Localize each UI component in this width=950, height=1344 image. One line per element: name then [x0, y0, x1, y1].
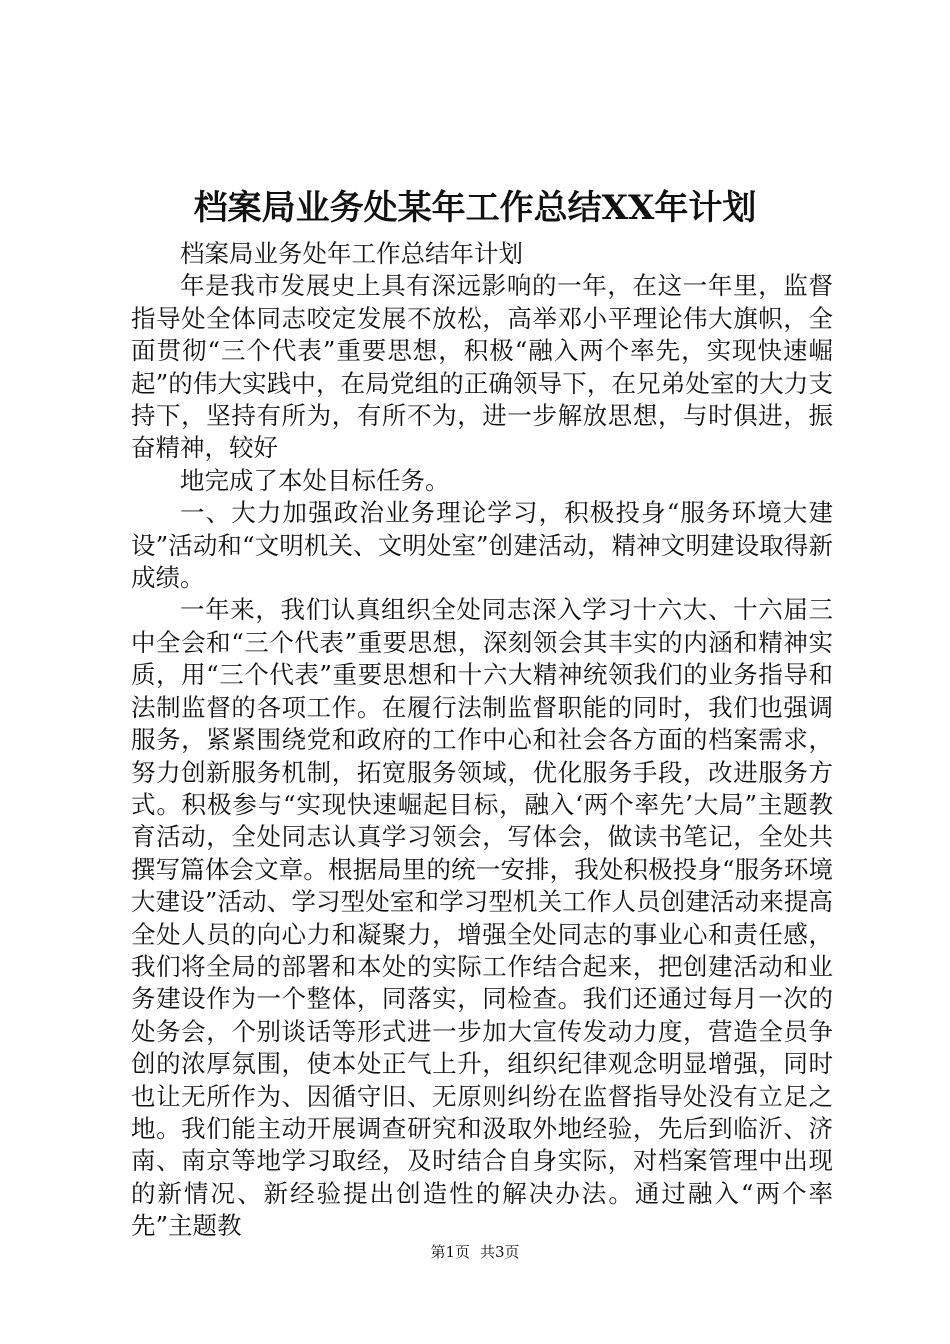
- page-footer: [0, 1242, 950, 1262]
- paragraph-section-one-body: 一年来，我们认真组织全处同志深入学习十六大、十六届三中全会和“三个代表”重要思想，深刻领会其丰实的内涵和精神实质，用“三个代表”重要思想和十六大精神统领我们的业务指导和法制监督的各项工作。在履行法制监督职能的同时，我们也强调服务，紧紧围绕党和政府的工作中心和社会各方面的档案需求，努力创新服务机制，拓宽服务领域，优化服务手段，改进服务方式。积极参与“实现快速崛起目标，融入‘两个率先’大局”主题教育活动，全处同志认真学习领会，写体会，做读书笔记，全处共撰写篇体会文章。根据局里的统一安排，我处积极投身“服务环境大建设”活动、学习型处室和学习型机关工作人员创建活动来提高全处人员的向心力和凝聚力，增强全处同志的事业心和责任感，我们将全局的部署和本处的实际工作结合起来，把创建活动和业务建设作为一个整体，同落实，同检查。我们还通过每月一次的处务会，个别谈话等形式进一步加大宣传发动力度，营造全员争创的浓厚氛围，使本处正气上升，组织纪律观念明显增强，同时也让无所作为、因循守旧、无原则纠纷在监督指导处没有立足之地。我们能主动开展调查研究和汲取外地经验，先后到临沂、济南、南京等地学习取经，及时结合自身实际，对档案管理中出现的新情况、新经验提出创造性的解决办法。通过融入“两个率先”主题教: [131, 595, 833, 1241]
- paragraph-intro-continued: 地完成了本处目标任务。: [180, 465, 450, 495]
- page-number: 第1页: [430, 1243, 470, 1261]
- paragraph-subtitle: 档案局业务处年工作总结年计划: [180, 239, 523, 268]
- page-total: 共3页: [480, 1243, 520, 1261]
- paragraph-intro: 年是我市发展史上具有深远影响的一年，在这一年里，监督指导处全体同志咬定发展不放松，高举邓小平理论伟大旗帜，全面贯彻“三个代表”重要思想，积极“融入两个率先，实现快速崛起”的伟大实践中，在局党组的正确领导下，在兄弟处室的大力支持下，坚持有所为，有所不为，进一步解放思想，与时俱进，振奋精神，较好: [131, 271, 833, 463]
- document-title: 档案局业务处某年工作总结XX年计划: [193, 188, 757, 228]
- document-body: [131, 238, 833, 1243]
- paragraph-section-one-heading: 一、大力加强政治业务理论学习，积极投身“服务环境大建设”活动和“文明机关、文明处室”创建活动，精神文明建设取得新成绩。: [131, 498, 833, 593]
